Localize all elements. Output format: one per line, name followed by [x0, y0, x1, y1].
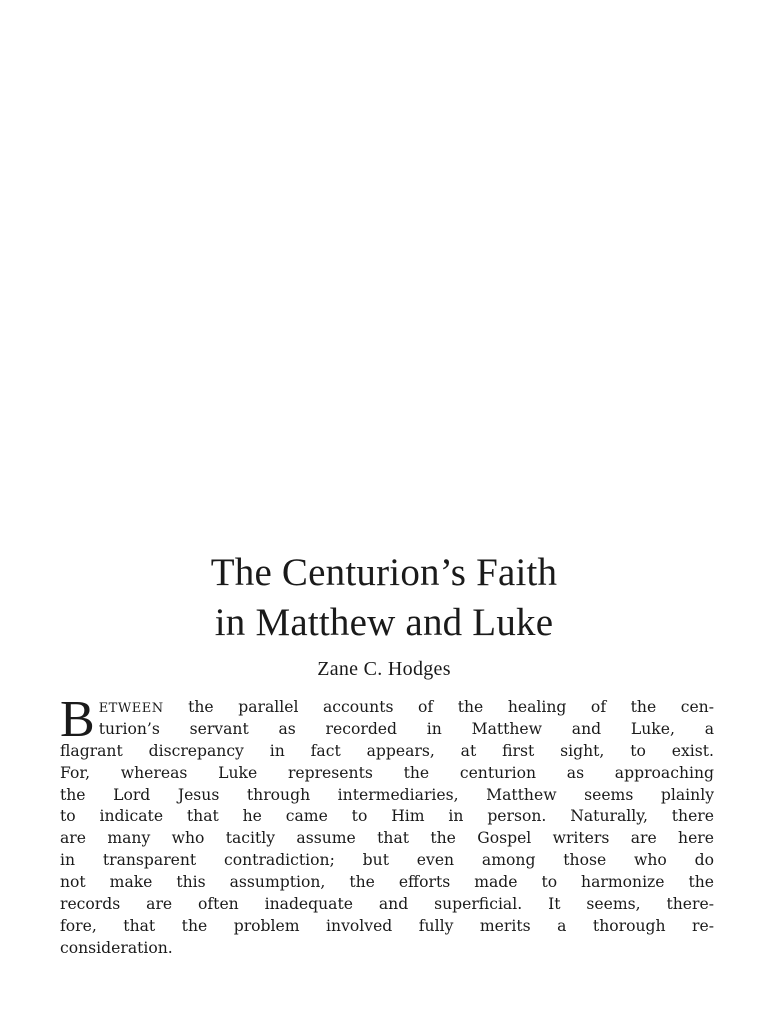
drop-cap: B	[60, 691, 95, 748]
body-paragraph	[60, 691, 714, 960]
paragraph-line: records are often inadequate and superficial. It seems, there-	[60, 895, 714, 914]
paragraph-line: consideration.	[60, 938, 173, 957]
paragraph-line: are many who tacitly assume that the Gospel writers are here	[60, 829, 714, 848]
title-line-1: The Centurion’s Faith	[210, 551, 558, 594]
paragraph-line: in transparent contradiction; but even among those who do	[60, 851, 714, 870]
paragraph-line: flagrant discrepancy in fact appears, at first sight, to exist.	[60, 741, 714, 760]
paragraph-line: to indicate that he came to Him in person. Naturally, there	[60, 807, 714, 826]
author-name: Zane C. Hodges	[317, 658, 451, 680]
paragraph-line: not make this assumption, the efforts made to harmonize the	[60, 873, 714, 892]
article-title	[0, 548, 768, 648]
paragraph-line: turion’s servant as recorded in Matthew and Luke, a	[98, 719, 714, 738]
paragraph-line: fore, that the problem involved fully merits a thorough re-	[60, 916, 714, 935]
paragraph-line: For, whereas Luke represents the centurion as approaching	[60, 763, 714, 782]
first-word-small-caps: ETWEEN	[98, 701, 164, 716]
paragraph-line: the Lord Jesus through intermediaries, Matthew seems plainly	[60, 785, 714, 804]
paragraph-line: ETWEEN the parallel accounts of the healing of the cen-	[98, 698, 714, 716]
title-line-2: in Matthew and Luke	[214, 601, 554, 644]
